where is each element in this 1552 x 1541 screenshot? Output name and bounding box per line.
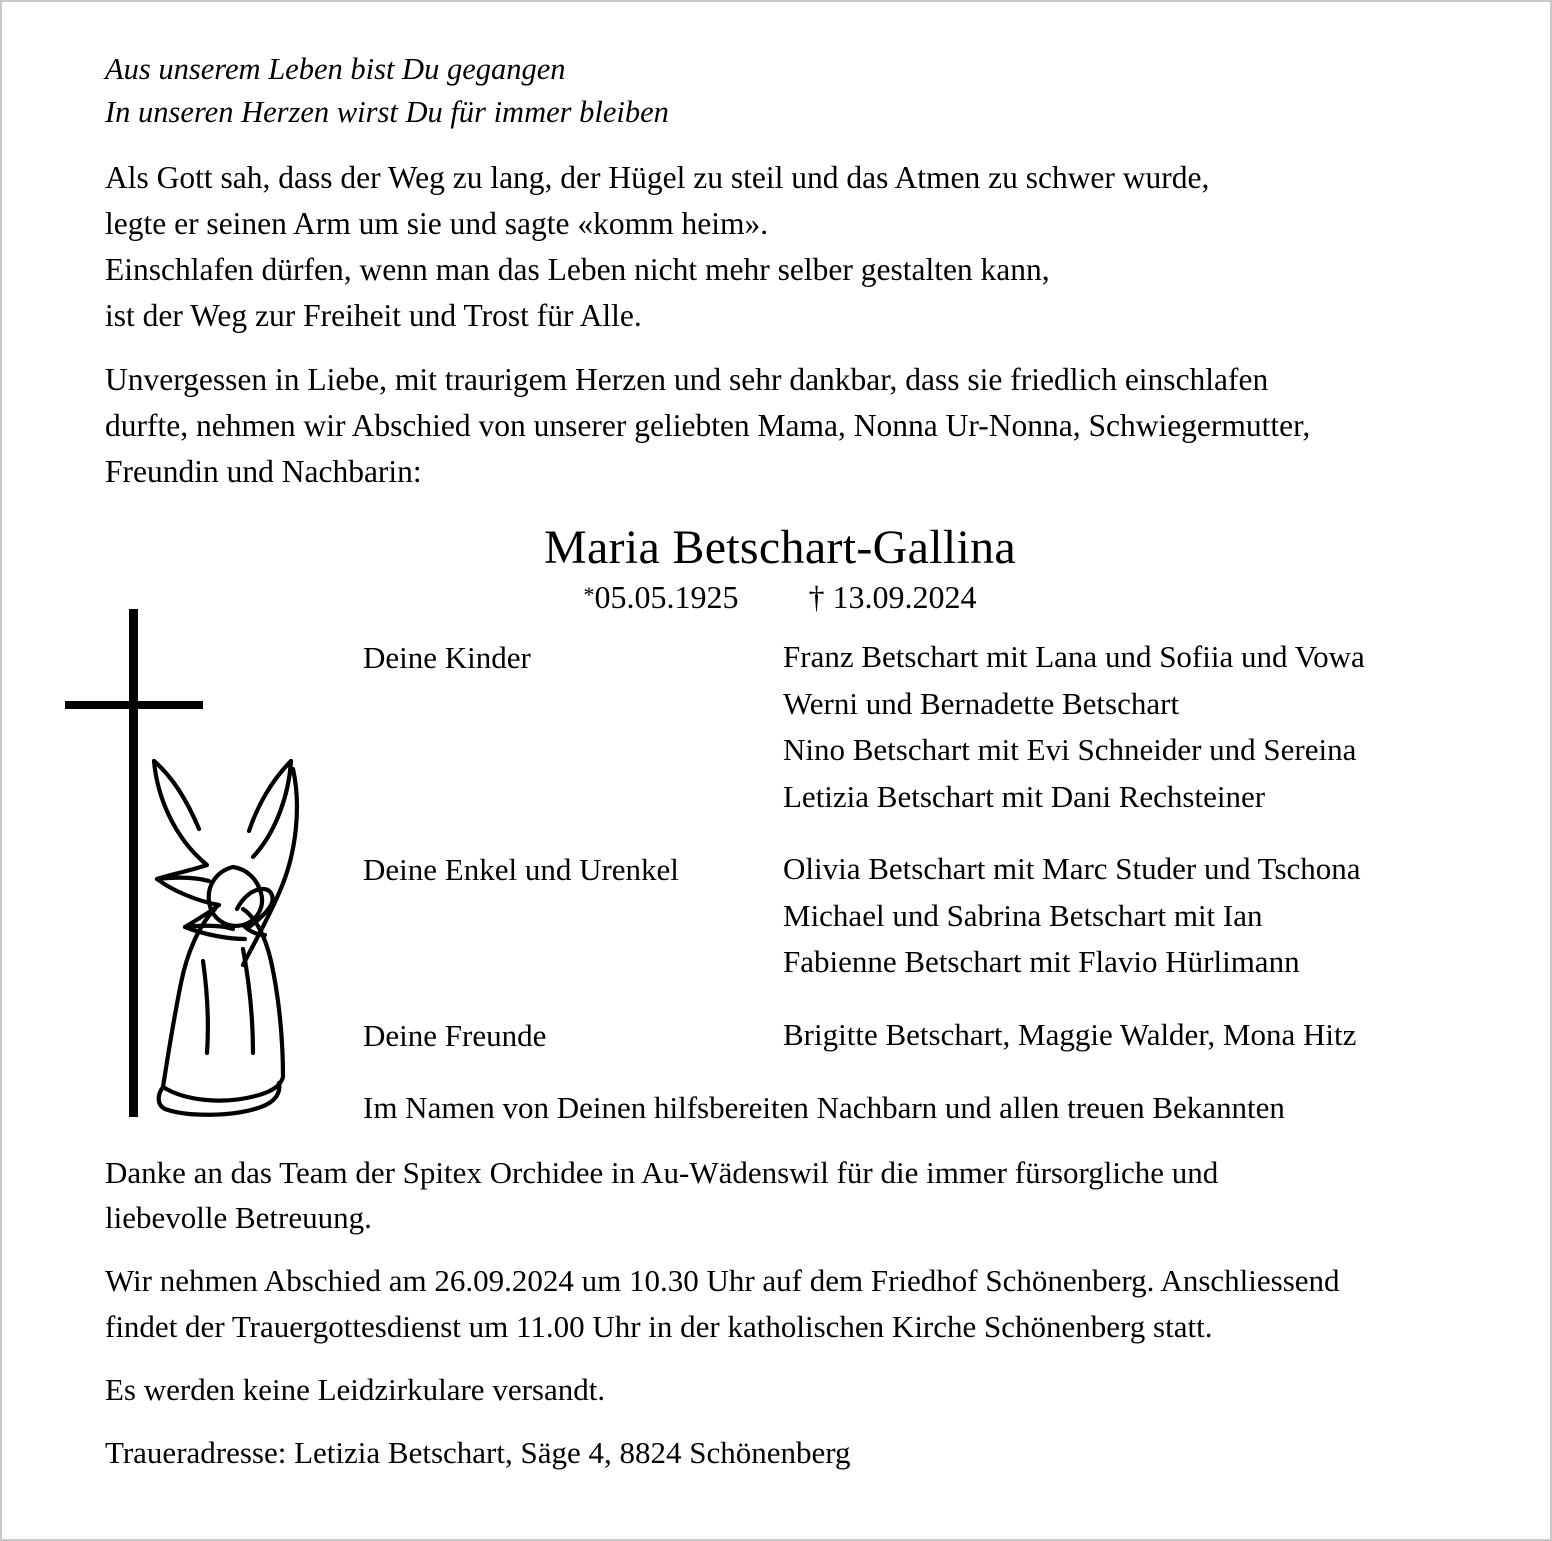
family-names [783, 1012, 1356, 1059]
family-name-line: Michael und Sabrina Betschart mit Ian [783, 897, 1263, 933]
cross-and-angel-graphic [57, 609, 357, 1149]
thanks-line-1: Danke an das Team der Spitex Orchidee in Au-Wädenswil für die immer fürsorgliche und [105, 1154, 1219, 1190]
death-date-group [809, 579, 977, 615]
closing-section [105, 1150, 1455, 1476]
praying-angel-icon [154, 761, 297, 1115]
paragraph-poem-line-4: ist der Weg zur Freiheit und Trost für Alle. [105, 297, 642, 333]
family-role-label: Deine Enkel und Urenkel [363, 852, 679, 888]
family-name-line: Olivia Betschart mit Marc Studer und Tschona [783, 851, 1361, 887]
family-name-line: Letizia Betschart mit Dani Rechsteiner [783, 778, 1266, 814]
paragraph-announcement-line-2: durfte, nehmen wir Abschied von unserer geliebten Mama, Nonna Ur-Nonna, Schwiegermutter, [105, 407, 1311, 443]
epigraph-line-1: Aus unserem Leben bist Du gegangen [105, 52, 566, 86]
death-date: 13.09.2024 [832, 579, 977, 616]
paragraph-announcement-line-1: Unvergessen in Liebe, mit traurigem Herzen und sehr dankbar, dass sie friedlich einschlafen [105, 361, 1269, 397]
paragraph-poem-line-2: legte er seinen Arm um sie und sagte «komm heim». [105, 205, 769, 241]
family-role-label: Deine Kinder [363, 640, 531, 676]
family-names [783, 846, 1361, 986]
family-role-label: Deine Freunde [363, 1017, 547, 1053]
cross-icon [57, 609, 357, 1149]
family-name-line: Nino Betschart mit Evi Schneider und Sereina [783, 732, 1357, 768]
thanks-line-2: liebevolle Betreuung. [105, 1200, 372, 1236]
family-names [783, 634, 1365, 820]
paragraph-poem-line-3: Einschlafen dürfen, wenn man das Leben nicht mehr selber gestalten kann, [105, 251, 1050, 287]
family-row [363, 634, 1455, 820]
funeral-line-1: Wir nehmen Abschied am 26.09.2024 um 10.30 Uhr auf dem Friedhof Schönenberg. Anschliessend [105, 1263, 1340, 1299]
death-symbol: † [808, 579, 825, 616]
no-circulars-paragraph: Es werden keine Leidzirkulare versandt. [105, 1371, 606, 1407]
obituary-content [2, 2, 1550, 1539]
family-name-line: Brigitte Betschart, Maggie Walder, Mona Hitz [783, 1016, 1357, 1052]
epigraph-line-2: In unseren Herzen wirst Du für immer bleiben [105, 95, 669, 130]
paragraph-poem-line-1: Als Gott sah, dass der Weg zu lang, der Hügel zu steil und das Atmen zu schwer wurde, [105, 159, 1210, 195]
birth-date-group [584, 579, 747, 615]
family-row [363, 846, 1455, 986]
family-name-line: Werni und Bernadette Betschart [783, 685, 1180, 721]
paragraph-announcement [105, 357, 1455, 495]
family-row [363, 1012, 1455, 1060]
family-name-line: Franz Betschart mit Lana und Sofiia und Vowa [783, 639, 1365, 675]
paragraph-announcement-line-3: Freundin und Nachbarin: [105, 453, 422, 489]
funeral-line-2: findet der Trauergottesdienst um 11.00 Uhr in der katholischen Kirche Schönenberg statt. [105, 1308, 1213, 1344]
family-name-line: Fabienne Betschart mit Flavio Hürlimann [783, 944, 1300, 980]
deceased-name: Maria Betschart-Gallina [543, 521, 1017, 575]
paragraph-poem [105, 155, 1455, 339]
mourning-address-paragraph: Traueradresse: Letizia Betschart, Säge 4, 8824 Schönenberg [105, 1435, 851, 1471]
family-list [363, 634, 1455, 1059]
birth-date: 05.05.1925 [594, 579, 739, 616]
neighbors-line: Im Namen von Deinen hilfsbereiten Nachbarn und allen treuen Bekannten [363, 1090, 1285, 1126]
birth-symbol: * [583, 582, 595, 608]
epigraph [105, 48, 1455, 135]
